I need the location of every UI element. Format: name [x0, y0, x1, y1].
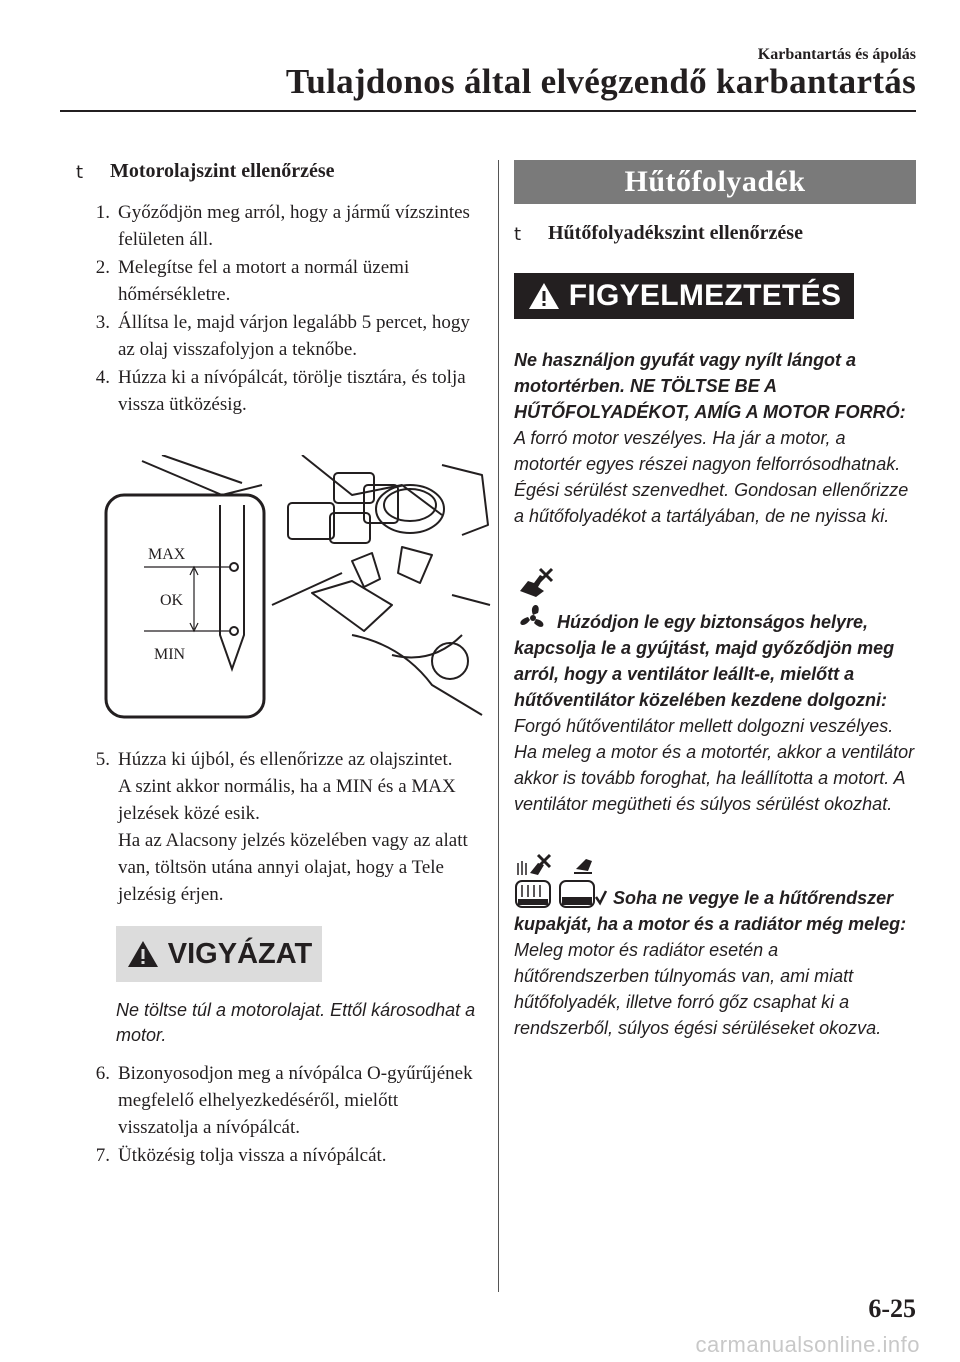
warning-label: FIGYELMEZTETÉS: [568, 279, 842, 312]
dipstick-illustration: [102, 455, 492, 723]
cap-warning-bold-text: Soha ne vegye le a hűtőrendszer kupakját, ha a motor és a radiátor még meleg:: [514, 888, 907, 934]
caution-label: VIGYÁZAT: [167, 937, 313, 970]
step5-para-2: A szint akkor normális, ha a MIN és a MAX jelzések közé esik.: [118, 776, 456, 824]
cap-warning-body-text: Meleg motor és radiátor esetén a hűtőrendszerben túlnyomás van, ami miatt hűtőfolyadék, illetve forró gőz csaphat ki a rendszerből, súlyos égési sérüléseket okozva.: [514, 940, 882, 1038]
step-item: [76, 254, 480, 308]
hand-no-touch-icon: [514, 565, 554, 601]
cap-warning-block: [514, 853, 916, 1041]
step-number: 2.: [95, 257, 110, 278]
section-bullet-icon: t: [76, 162, 84, 183]
watermark: carmanualsonline.info: [695, 1332, 920, 1357]
step-item: [76, 1060, 480, 1141]
step-text: Melegítse fel a motort a normál üzemi hőmérsékletre.: [118, 257, 410, 305]
hot-radiator-no-touch-icon: [514, 853, 554, 911]
step-number: 7.: [95, 1145, 110, 1166]
step-text: Állítsa le, majd várjon legalább 5 percet, hogy az olaj visszafolyjon a teknőbe.: [118, 312, 470, 360]
warning-triangle-icon: [527, 281, 561, 311]
step-text: Bizonyosodjon meg a nívópálca O-gyűrűjének megfelelő elhelyezkedéséről, mielőtt visszatolja a nívópálcát.: [118, 1063, 473, 1138]
running-header-title: Tulajdonos által elvégzendő karbantartás: [285, 62, 916, 101]
step-number: 5.: [95, 749, 110, 770]
step-item: [76, 309, 480, 363]
oil-step-5: [76, 746, 480, 908]
step-item: [76, 1142, 480, 1169]
dipstick-max-label: MAX: [148, 546, 186, 563]
step-text: Győződjön meg arról, hogy a jármű vízszintes felületen áll.: [118, 202, 470, 250]
step-item: [76, 364, 480, 418]
step5-para-1: Húzza ki újból, és ellenőrizze az olajszintet.: [118, 749, 453, 770]
step-item: [76, 199, 480, 253]
step-number: 4.: [95, 367, 110, 388]
warning-banner: [514, 273, 854, 319]
page-number: 6-25: [868, 1294, 916, 1323]
section-bullet-icon: t: [514, 224, 522, 245]
fan-warning-bold-text: Húzódjon le egy biztonságos helyre, kapcsolja le a gyújtást, majd győződjön meg arról, hogy a ventilátor leállt-e, mielőtt a hűtőventilátor közelében kezdene dolgozni:: [514, 612, 895, 710]
step-text: Húzza ki a nívópálcát, törölje tisztára, és tolja vissza ütközésig.: [118, 367, 466, 415]
oil-level-subheading-text: Motorolajszint ellenőrzése: [110, 160, 335, 182]
step-text: [118, 746, 478, 908]
cap-check-icon: [558, 853, 608, 911]
warning-bold-text: Ne használjon gyufát vagy nyílt lángot a motortérben. NE TÖLTSE BE A HŰTŐFOLYADÉKOT, AMÍG A MOTOR FORRÓ:: [514, 350, 906, 422]
coolant-level-subheading: [514, 222, 916, 245]
coolant-level-subheading-text: Hűtőfolyadékszint ellenőrzése: [548, 222, 803, 244]
caution-banner: [116, 926, 322, 982]
dipstick-ok-label: OK: [160, 592, 184, 609]
step-number: 3.: [95, 312, 110, 333]
left-column: [76, 160, 480, 1170]
oil-steps-list-a: [76, 199, 480, 418]
fan-warning-block: [514, 565, 916, 817]
step-number: 1.: [95, 202, 110, 223]
step-text: Ütközésig tolja vissza a nívópálcát.: [118, 1145, 387, 1166]
warning-text-block: [514, 347, 916, 529]
oil-level-subheading: [76, 160, 480, 183]
dipstick-min-label: MIN: [154, 646, 186, 663]
step-number: 6.: [95, 1063, 110, 1084]
coolant-section-title: Hűtőfolyadék: [514, 160, 916, 204]
warning-body-text: A forró motor veszélyes. Ha jár a motor, a motortér egyes részei nagyon felforrósodhatnak. Égési sérülést szenvedhet. Gondosan ellenőrizze a hűtőfolyadékot a tartályában, de ne nyissa ki.: [514, 428, 909, 526]
fan-icon: [514, 601, 552, 635]
right-column: [514, 160, 916, 1041]
warning-triangle-icon: [126, 939, 160, 969]
header-rule: [60, 110, 916, 112]
caution-text: Ne töltse túl a motorolajat. Ettől károsodhat a motor.: [116, 1000, 476, 1045]
column-divider: [498, 160, 499, 1292]
oil-steps-list-b: [76, 1060, 480, 1169]
running-header-section: Karbantartás és ápolás: [757, 46, 916, 63]
step-item: [76, 746, 480, 908]
step5-para-3: Ha az Alacsony jelzés közelében vagy az alatt van, töltsön utána annyi olajat, hogy a Tele jelzésig érjen.: [118, 830, 468, 905]
fan-warning-body-text: Forgó hűtőventilátor mellett dolgozni veszélyes. Ha meleg a motor és a motortér, akkor a ventilátor akkor is tovább foroghat, ha leállította a motort. A ventilátor megütheti és súlyos sérülést okozhat.: [514, 716, 915, 814]
